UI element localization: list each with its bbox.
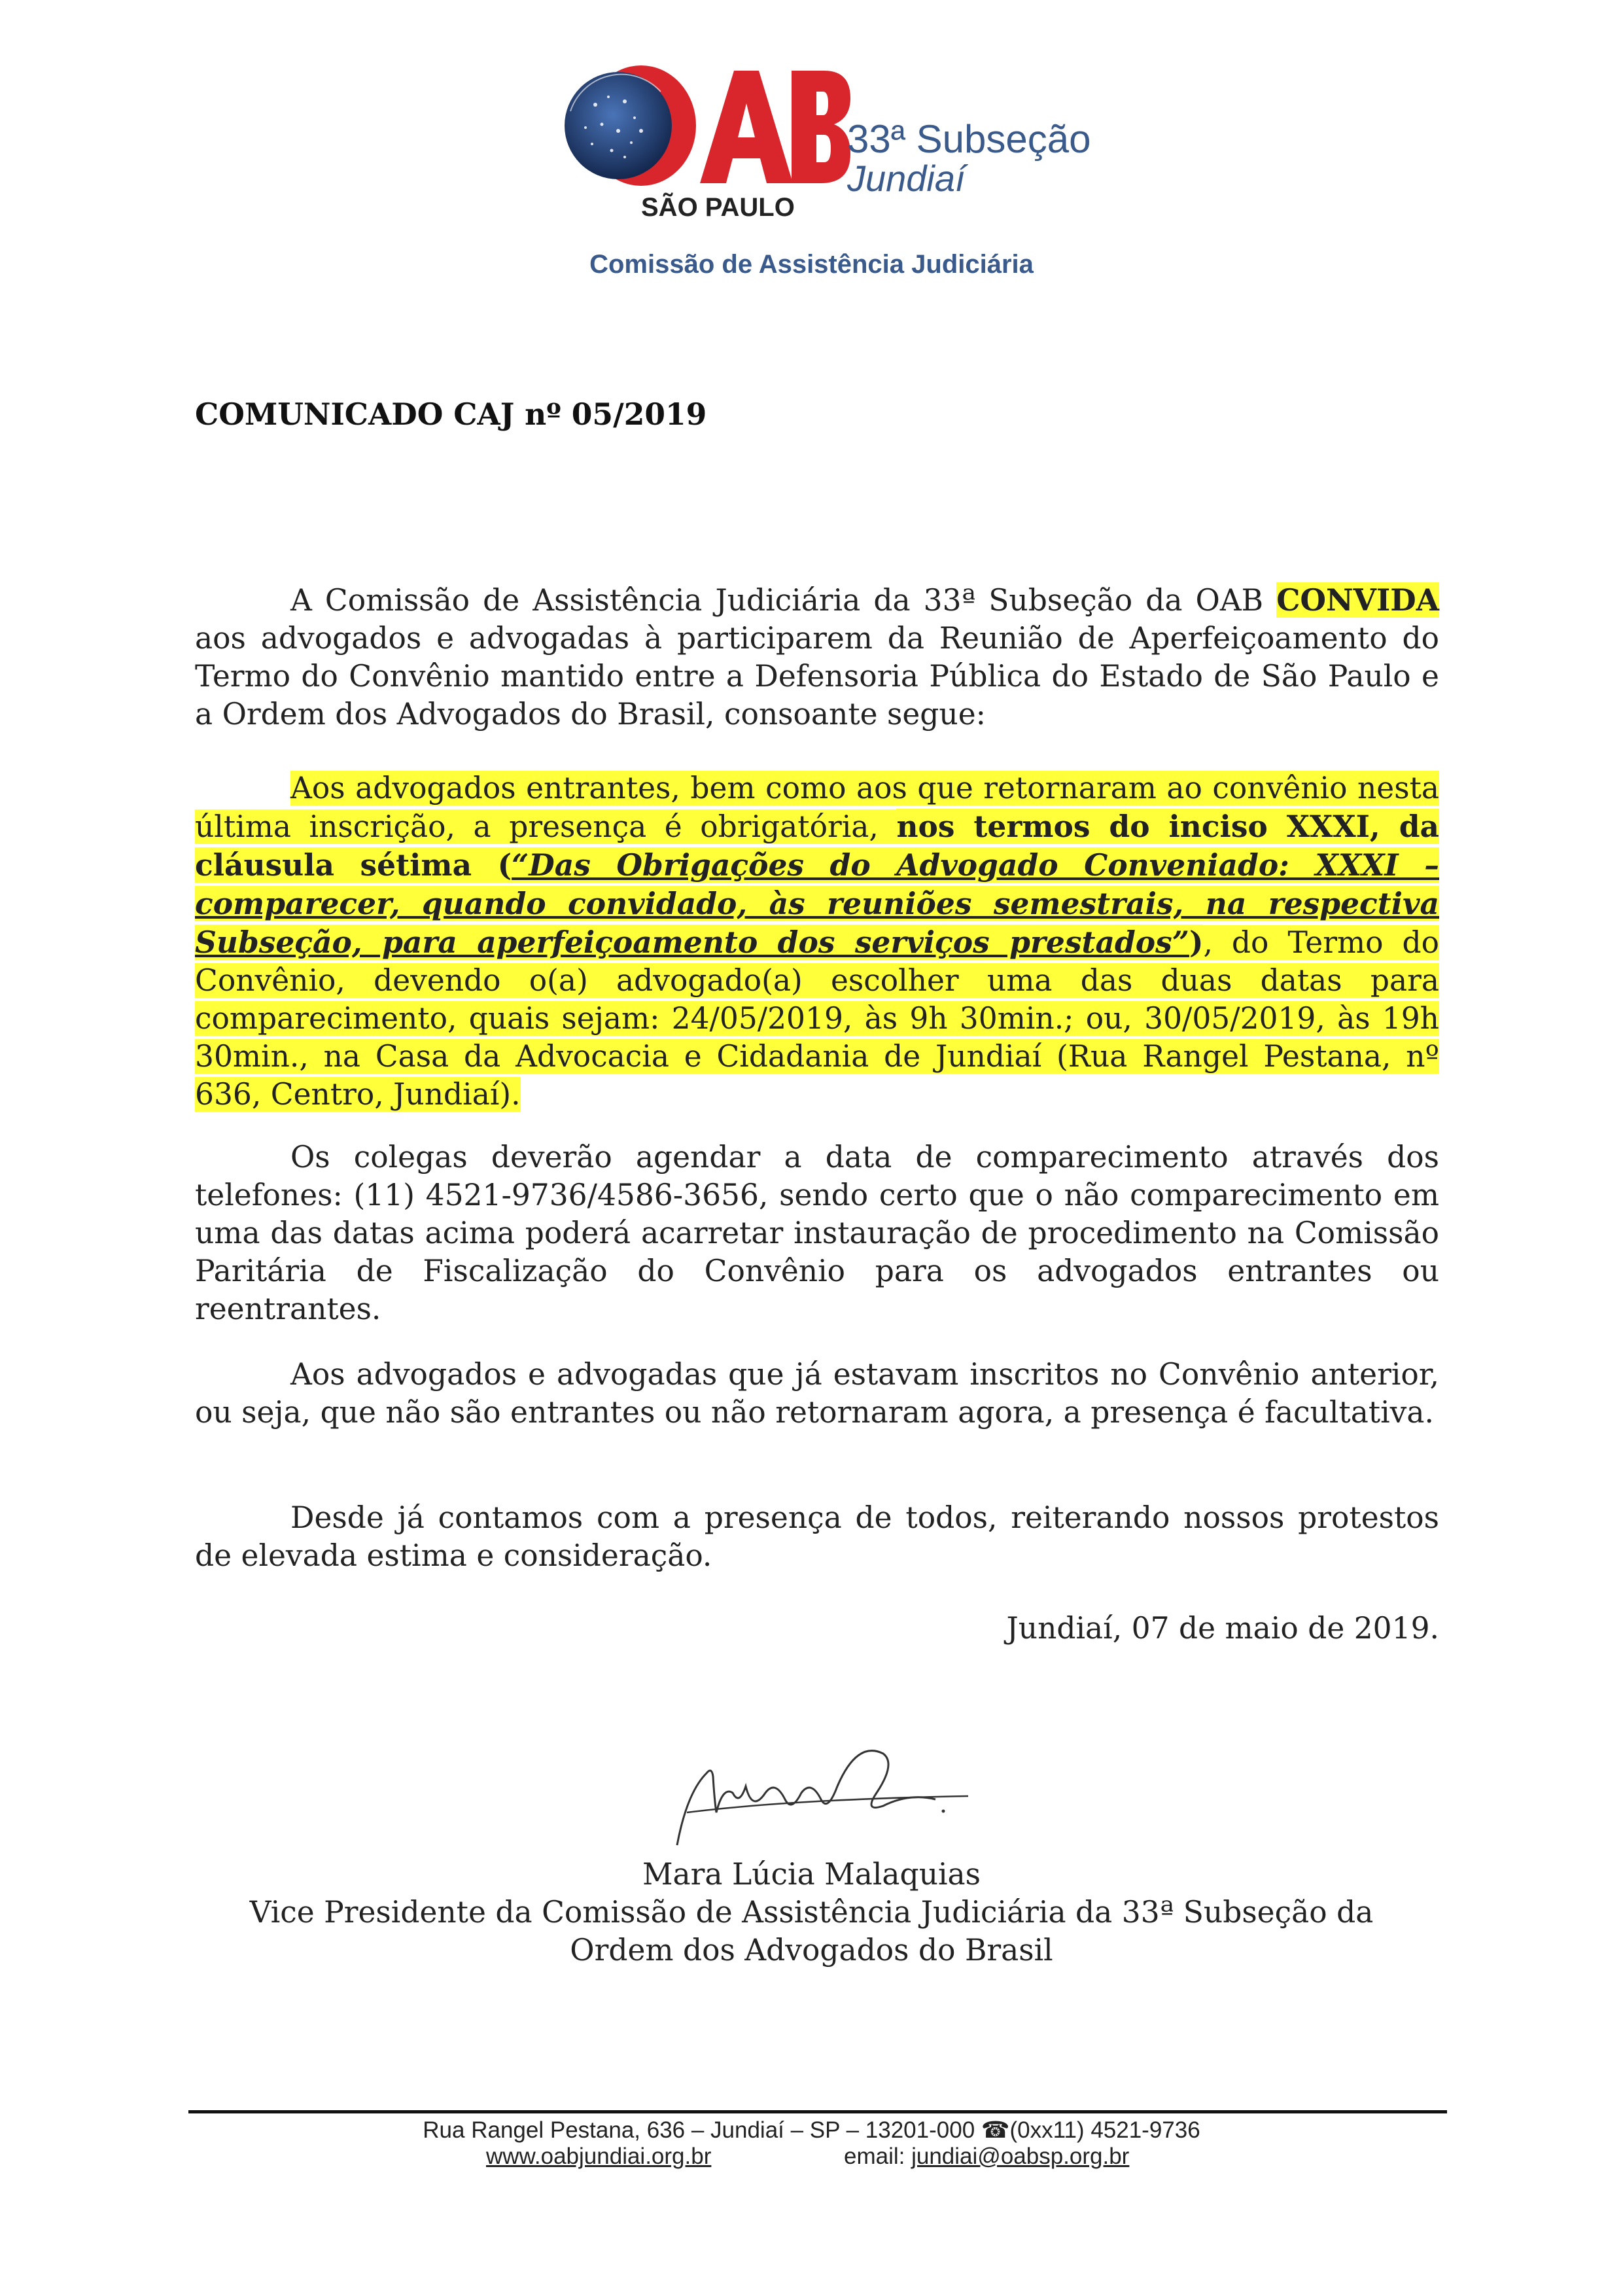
footer-divider [188, 2110, 1447, 2113]
paragraph-optional: Aos advogados e advogadas que já estavam inscritos no Convênio anterior, ou seja, que não são entrantes ou não retornaram agora, a presença é facultativa. [195, 1357, 1439, 1430]
subsection-city: Jundiaí [847, 158, 966, 199]
footer-address: Rua Rangel Pestana, 636 – Jundiaí – SP – 13201-000 ☎(0xx11) 4521-9736 [423, 2117, 1200, 2143]
paragraph-invitation [195, 581, 1439, 733]
signature-image [661, 1714, 988, 1858]
signatory-role: Vice Presidente da Comissão de Assistência Judiciária da 33ª Subseção da [249, 1895, 1374, 1930]
meeting-dates: , do Termo do Convênio, devendo o(a) advogado(a) escolher uma das duas datas para comparecimento, quais sejam: 24/05/2019, às 9h 30min.; ou, 30/05/2019, às 19h 30min., na Casa da Advocacia e Cidadania de Jundiaí (Rua Rangel Pestana, nº 636, Centro, Jundiaí). [195, 925, 1439, 1112]
clause-reference: nos termos do inciso XXXI, da cláusula sétima ( [195, 809, 1439, 883]
paragraph-closing: Desde já contamos com a presença de todos, reiterando nossos protestos de elevada estima e consideração. [195, 1500, 1439, 1573]
clause-close: ) [1189, 925, 1204, 960]
clause-quote: “Das Obrigações do Advogado Conveniado: XXXI – comparecer, quando convidado, às reuniões semestrais, na respectiva Subseção, para aperfeiçoamento dos serviços prestados” [195, 847, 1439, 960]
paragraph-invitation-text-2: aos advogados e advogadas à participarem da Reunião de Aperfeiçoamento do Termo do Convênio mantido entre a Defensoria Pública do Estado de São Paulo e a Ordem dos Advogados do Brasil, consoante segue: [195, 621, 1439, 732]
oab-logo [563, 65, 1091, 222]
email-label: email: [844, 2144, 912, 2169]
email-link[interactable]: jundiai@oabsp.org.br [911, 2144, 1130, 2169]
invite-keyword: CONVIDA [1276, 582, 1439, 618]
signatory-organization: Ordem dos Advogados do Brasil [570, 1933, 1053, 1968]
paragraph-mandatory [195, 769, 1439, 1114]
mandatory-intro: Aos advogados entrantes, bem como aos que retornaram ao convênio nesta última inscrição, a presença é obrigatória, [195, 771, 1439, 844]
paragraph-invitation-text: A Comissão de Assistência Judiciária da 33ª Subseção da OAB [290, 583, 1277, 618]
signatory-name: Mara Lúcia Malaquias [642, 1857, 981, 1892]
state-label: SÃO PAULO [641, 193, 795, 222]
website-link[interactable]: www.oabjundiai.org.br [486, 2144, 712, 2169]
footer-website [486, 2144, 711, 2170]
oab-emblem-icon [563, 65, 850, 196]
date-line: Jundiaí, 07 de maio de 2019. [1006, 1611, 1439, 1646]
subsection-title: 33ª Subseção [847, 117, 1091, 161]
commission-heading: Comissão de Assistência Judiciária [589, 250, 1034, 279]
document-title: COMUNICADO CAJ nº 05/2019 [195, 397, 707, 432]
footer-email [844, 2144, 1129, 2170]
paragraph-scheduling: Os colegas deverão agendar a data de comparecimento através dos telefones: (11) 4521-9736/4586-3656, sendo certo que o não comparecimento em uma das datas acima poderá acarretar instauração de procedimento na Comissão Paritária de Fiscalização do Convênio para os advogados entrantes ou reentrantes. [195, 1140, 1439, 1326]
